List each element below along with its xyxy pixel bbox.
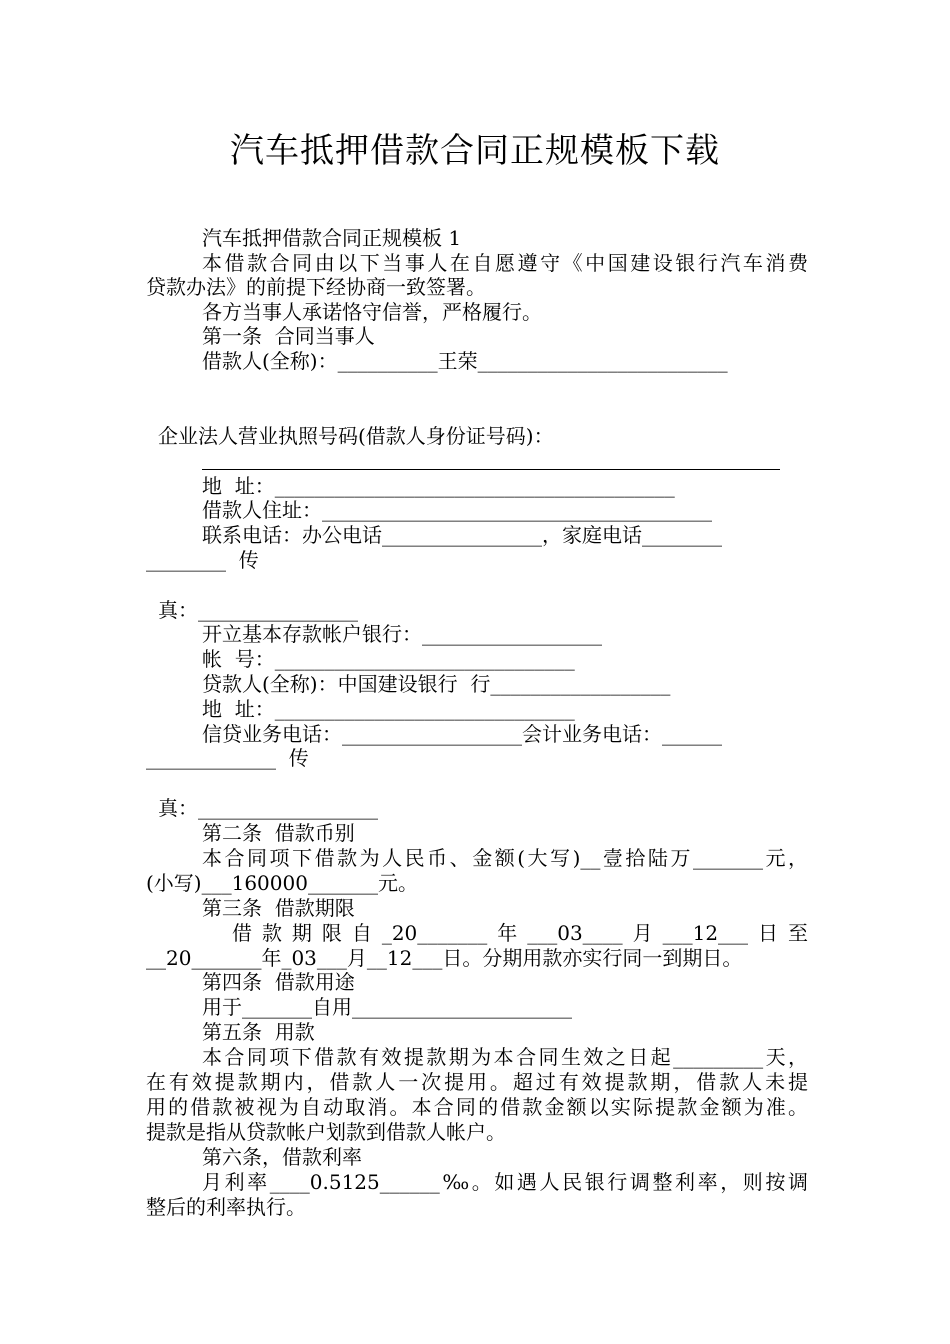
amount-line: 本合同项下借款为人民币、金额(大写)__壹拾陆万_______元， <box>202 846 808 870</box>
lender-fax-line: 真：__________________ <box>158 796 378 820</box>
article-heading: 第二条 借款币别 <box>202 821 355 845</box>
document-title: 汽车抵押借款合同正规模板下载 <box>230 131 720 171</box>
article-heading: 第三条 借款期限 <box>202 896 355 920</box>
credit-phone-line: 信贷业务电话：__________________会计业务电话：______ <box>202 722 722 746</box>
paragraph-line: 各方当事人承诺恪守信誉，严格履行。 <box>202 300 542 324</box>
paragraph-line: 本借款合同由以下当事人在自愿遵守《中国建设银行汽车消费 <box>202 251 808 275</box>
paragraph-line: 整后的利率执行。 <box>146 1195 306 1219</box>
license-number-label: 企业法人营业执照号码(借款人身份证号码)： <box>158 424 554 448</box>
amount-line-cont: (小写)___160000_______元。 <box>146 871 418 895</box>
term-line-cont: __20_______年_03___月__12___日。分期用款亦实行同一到期日。 <box>146 946 743 970</box>
paragraph-line: 提款是指从贷款帐户划款到借款人帐户。 <box>146 1120 506 1144</box>
residence-line: 借款人住址：_______________________________________ <box>202 498 712 522</box>
interest-rate-line: 月利率____0.5125______‰。如遇人民银行调整利率，则按调 <box>202 1170 808 1194</box>
account-line: 帐 号：______________________________ <box>202 647 575 671</box>
lender-line: 贷款人(全称)：中国建设银行 行__________________ <box>202 672 671 696</box>
purpose-line: 用于_______自用______________________ <box>202 995 572 1019</box>
paragraph-line: 用的借款被视为自动取消。本合同的借款金额以实际提款金额为准。 <box>146 1095 808 1119</box>
fax-line: 真：________________ <box>158 598 358 622</box>
phone-line: 联系电话：办公电话________________，家庭电话________ <box>202 523 722 547</box>
lender-address-line: 地 址：______________________________ <box>202 697 575 721</box>
term-line: 借款期限自_20_______年___03____月___12___日至 <box>232 921 808 945</box>
article-heading: 第五条 用款 <box>202 1020 315 1044</box>
article-heading: 第六条，借款利率 <box>202 1145 362 1169</box>
address-line: 地 址：________________________________________ <box>202 474 675 498</box>
bank-line: 开立基本存款帐户银行：__________________ <box>202 622 602 646</box>
paragraph-line: 在有效提款期内，借款人一次提用。超过有效提款期，借款人未提 <box>146 1070 808 1094</box>
license-number-blank <box>202 469 780 470</box>
paragraph-line: 本合同项下借款有效提款期为本合同生效之日起_________天， <box>202 1045 808 1069</box>
credit-phone-line-cont: _____________ 传 <box>146 746 309 770</box>
article-heading: 第四条 借款用途 <box>202 970 355 994</box>
phone-line-cont: ________ 传 <box>146 548 259 572</box>
borrower-name-line: 借款人(全称)：__________王荣_________________________ <box>202 349 728 373</box>
template-heading: 汽车抵押借款合同正规模板 1 <box>202 226 462 250</box>
article-heading: 第一条 合同当事人 <box>202 324 375 348</box>
paragraph-line: 贷款办法》的前提下经协商一致签署。 <box>146 275 486 299</box>
